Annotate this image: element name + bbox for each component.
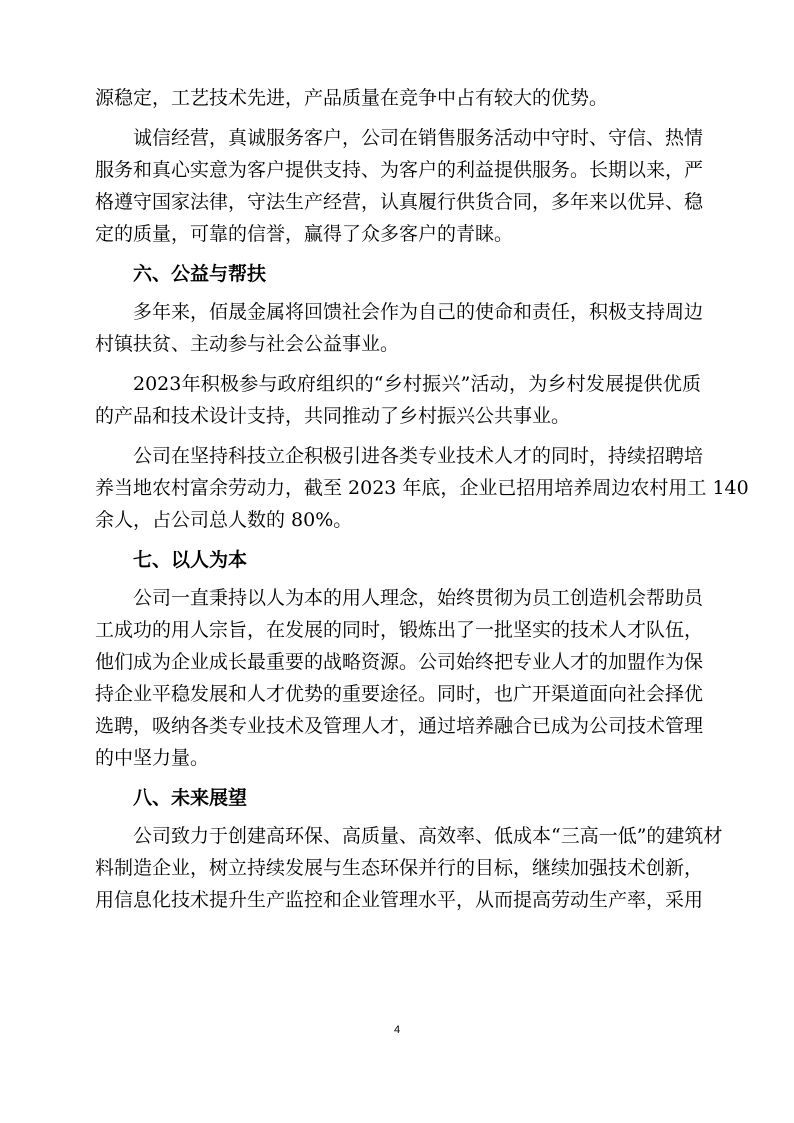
text-line: 公司在坚持科技立企积极引进各类专业技术人才的同时，持续招聘培 (133, 445, 704, 467)
text-line: 多年来，佰晟金属将回馈社会作为自己的使命和责任，积极支持周边 (133, 301, 704, 323)
section-heading-charity: 六、公益与帮扶 (133, 263, 267, 285)
document-body (95, 82, 749, 924)
text-line: 诚信经营，真诚服务客户，公司在销售服务活动中守时、守信、热情 (133, 127, 704, 149)
page-number: 4 (393, 1024, 401, 1036)
text-line: 工成功的用人宗旨，在发展的同时，锻炼出了一批坚实的技术人才队伍， (95, 619, 704, 641)
paragraph-local-employment (95, 440, 749, 536)
text-line: 余人，占公司总人数的 80%。 (95, 509, 353, 531)
paragraph-continuation (95, 82, 701, 114)
paragraph-integrity (95, 122, 704, 250)
text-line: 定的质量，可靠的信誉，赢得了众多客户的青睐。 (95, 223, 514, 245)
section-heading-people-oriented: 七、以人为本 (133, 549, 248, 571)
text-line: 公司一直秉持以人为本的用人理念，始终贯彻为员工创造机会帮助员 (133, 587, 704, 609)
text-line: 的中坚力量。 (95, 747, 210, 769)
text-line: 料制造企业，树立持续发展与生态环保并行的目标，继续加强技术创新， (95, 857, 704, 879)
text-line: 源稳定，工艺技术先进，产品质量在竞争中占有较大的优势。 (95, 87, 609, 109)
text-line: 养当地农村富余劳动力，截至 2023 年底，企业已招用培养周边农村用工 140 (95, 477, 749, 499)
text-line: 用信息化技术提升生产监控和企业管理水平，从而提高劳动生产率，采用 (95, 889, 704, 911)
text-line: 2023年积极参与政府组织的“乡村振兴”活动，为乡村发展提供优质 (133, 373, 701, 395)
text-line: 他们成为企业成长最重要的战略资源。公司始终把专业人才的加盟作为保 (95, 651, 704, 673)
text-line: 村镇扶贫、主动参与社会公益事业。 (95, 333, 400, 355)
paragraph-people-oriented (95, 582, 704, 774)
text-line: 公司致力于创建高环保、高质量、高效率、低成本“三高一低”的建筑材 (133, 825, 723, 847)
text-line: 服务和真心实意为客户提供支持、为客户的利益提供服务。长期以来，严 (95, 159, 704, 181)
section-heading-future-outlook: 八、未来展望 (133, 787, 248, 809)
paragraph-rural-revitalization (95, 368, 701, 432)
text-line: 的产品和技术设计支持，共同推动了乡村振兴公共事业。 (95, 405, 571, 427)
text-line: 持企业平稳发展和人才优势的重要途径。同时，也广开渠道面向社会择优 (95, 683, 704, 705)
text-line: 选聘，吸纳各类专业技术及管理人才，通过培养融合已成为公司技术管理 (95, 715, 704, 737)
paragraph-charity-intro (95, 296, 704, 360)
text-line: 格遵守国家法律，守法生产经营，认真履行供货合同，多年来以优异、稳 (95, 191, 704, 213)
paragraph-future-outlook (95, 820, 723, 916)
